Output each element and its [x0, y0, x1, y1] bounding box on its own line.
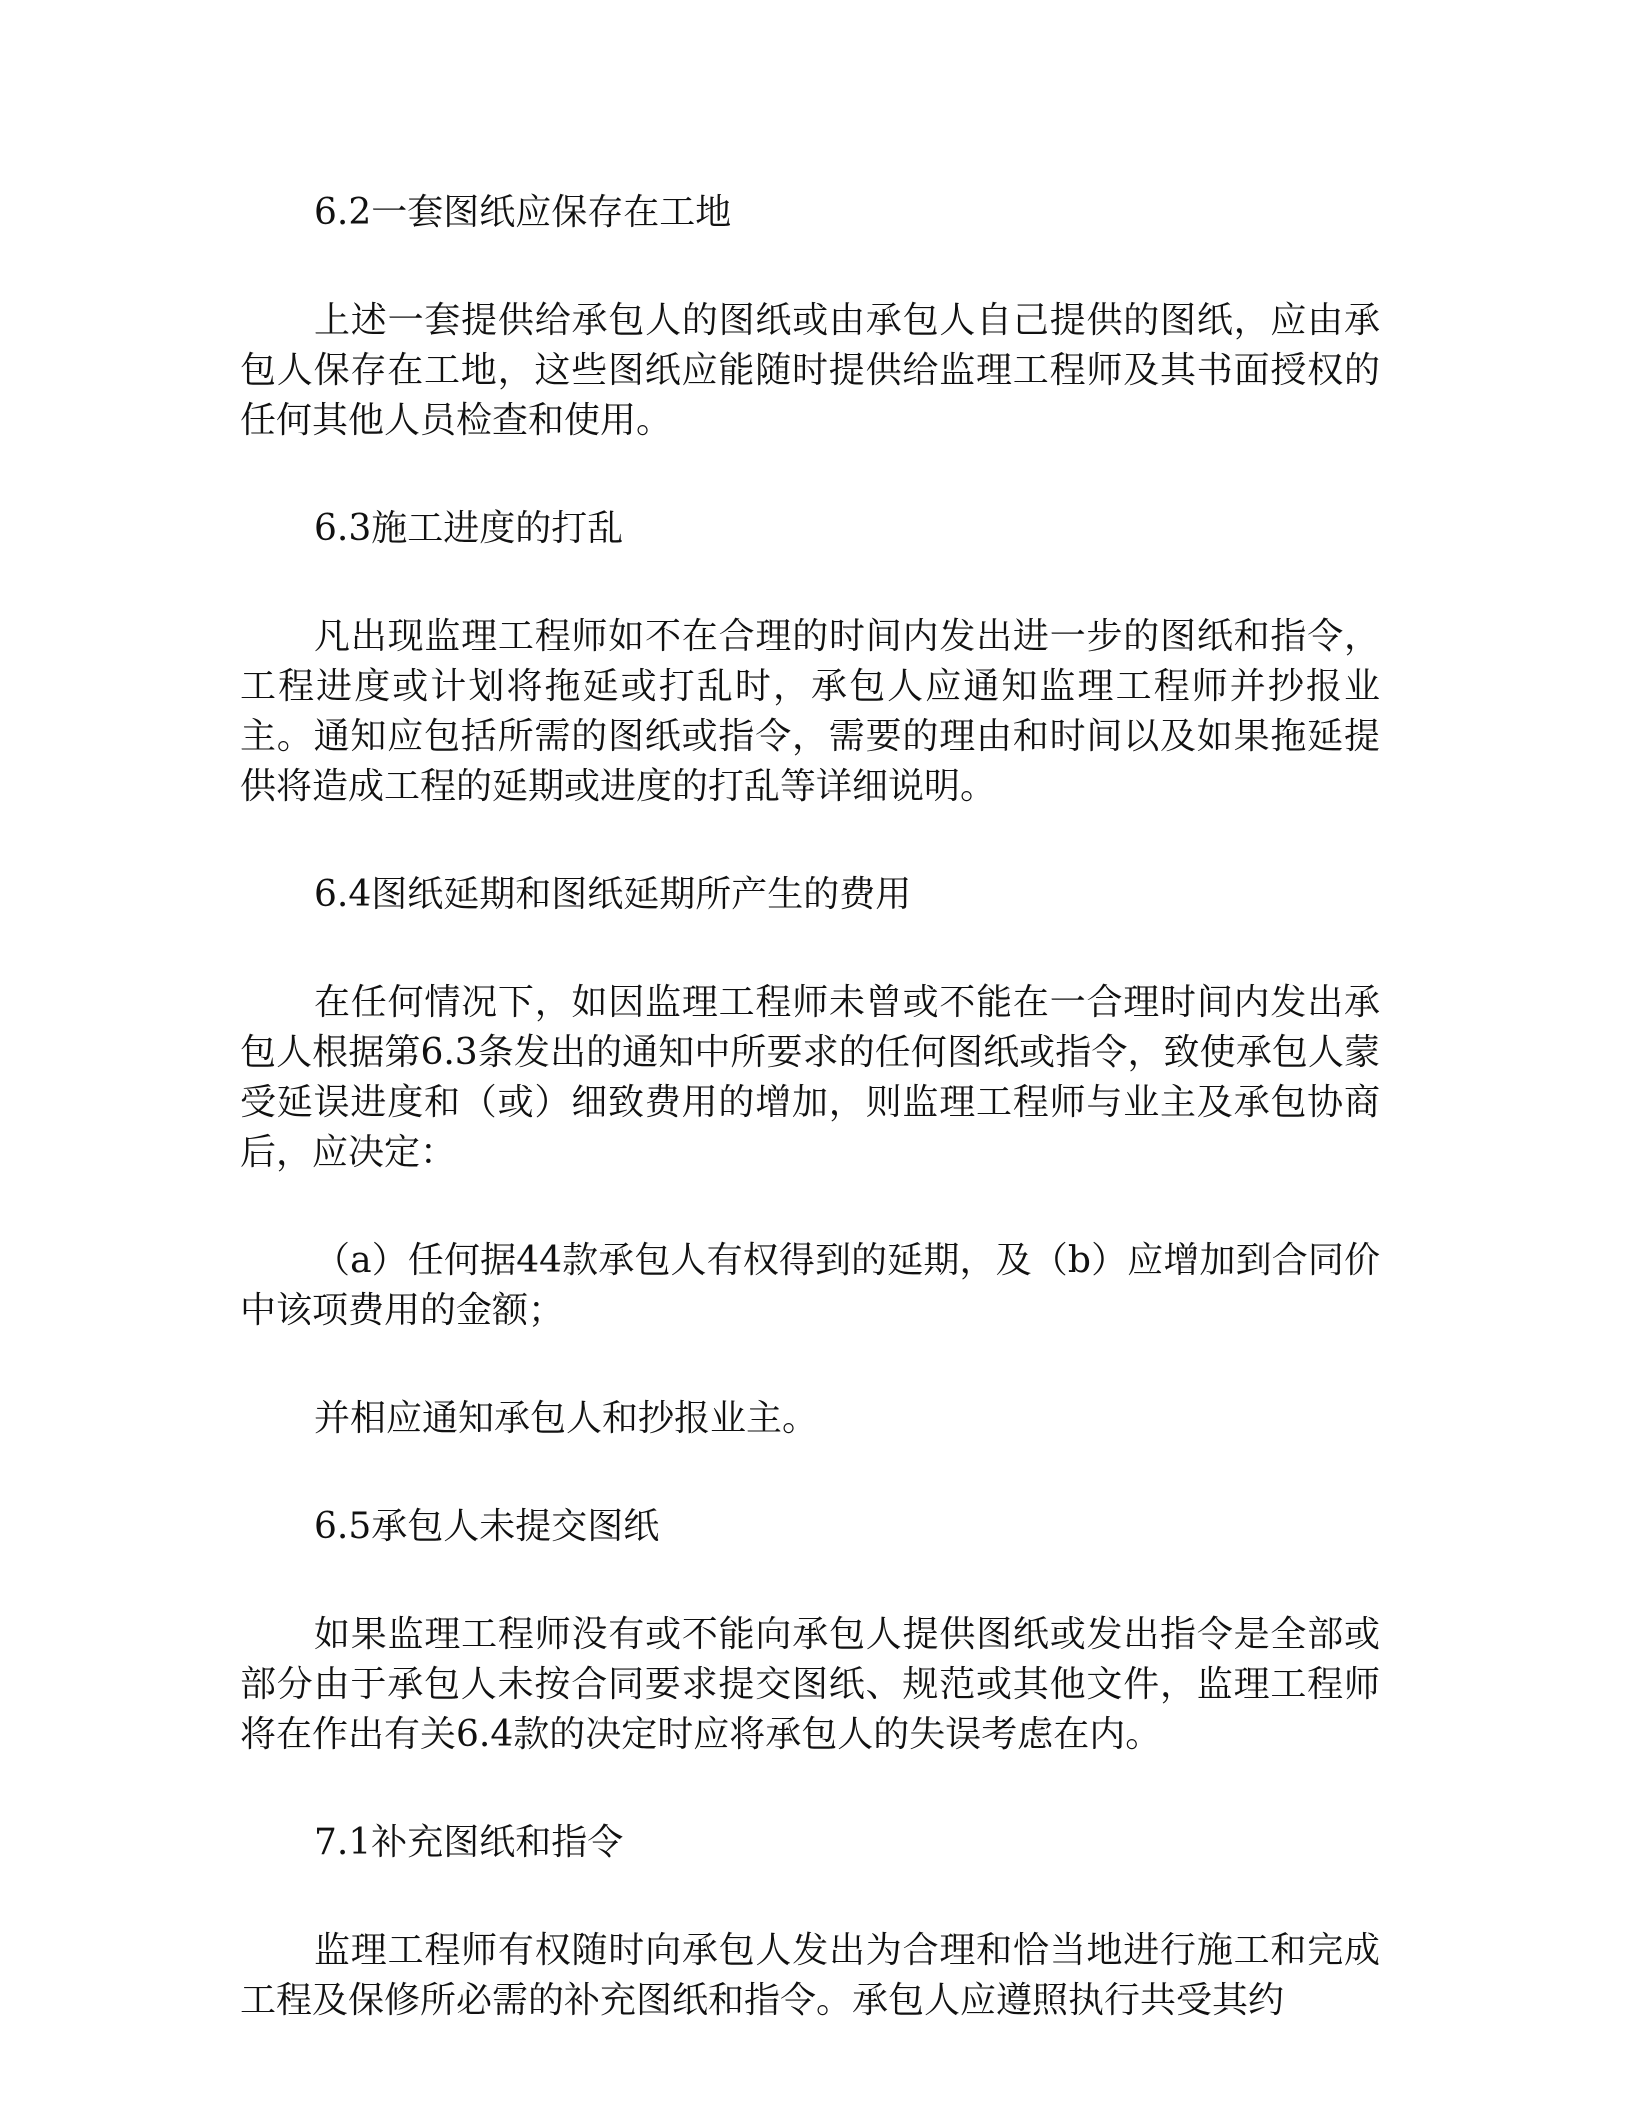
paragraph-6-4-items: （a）任何据44款承包人有权得到的延期，及（b）应增加到合同价中该项费用的金额； — [240, 1240, 1380, 1331]
section-heading-6-2: 6.2一套图纸应保存在工地 — [314, 192, 732, 233]
paragraph-6-5-body: 如果监理工程师没有或不能向承包人提供图纸或发出指令是全部或部分由于承包人未按合同要求提交图纸、规范或其他文件，监理工程师将在作出有关6.4款的决定时应将承包人的失误考虑在内。 — [240, 1614, 1380, 1755]
paragraph-6-4-notice: 并相应通知承包人和抄报业主。 — [314, 1398, 819, 1439]
paragraph-6-4-body: 在任何情况下，如因监理工程师未曾或不能在一合理时间内发出承包人根据第6.3条发出的通知中所要求的任何图纸或指令，致使承包人蒙受延误进度和（或）细致费用的增加，则监理工程师与业主及承包协商后，应决定： — [240, 982, 1380, 1173]
section-heading-6-5: 6.5承包人未提交图纸 — [314, 1506, 660, 1547]
paragraph-6-2-body: 上述一套提供给承包人的图纸或由承包人自己提供的图纸，应由承包人保存在工地，这些图纸应能随时提供给监理工程师及其书面授权的任何其他人员检查和使用。 — [240, 300, 1380, 441]
section-heading-6-4: 6.4图纸延期和图纸延期所产生的费用 — [314, 874, 912, 915]
paragraph-7-1-body: 监理工程师有权随时向承包人发出为合理和恰当地进行施工和完成工程及保修所必需的补充图纸和指令。承包人应遵照执行共受其约 — [240, 1930, 1380, 2021]
section-heading-7-1: 7.1补充图纸和指令 — [314, 1822, 624, 1863]
paragraph-6-3-body: 凡出现监理工程师如不在合理的时间内发出进一步的图纸和指令，工程进度或计划将拖延或打乱时，承包人应通知监理工程师并抄报业主。通知应包括所需的图纸或指令，需要的理由和时间以及如果拖延提供将造成工程的延期或进度的打乱等详细说明。 — [240, 616, 1380, 807]
document-page — [240, 188, 1380, 2026]
section-heading-6-3: 6.3施工进度的打乱 — [314, 508, 624, 549]
